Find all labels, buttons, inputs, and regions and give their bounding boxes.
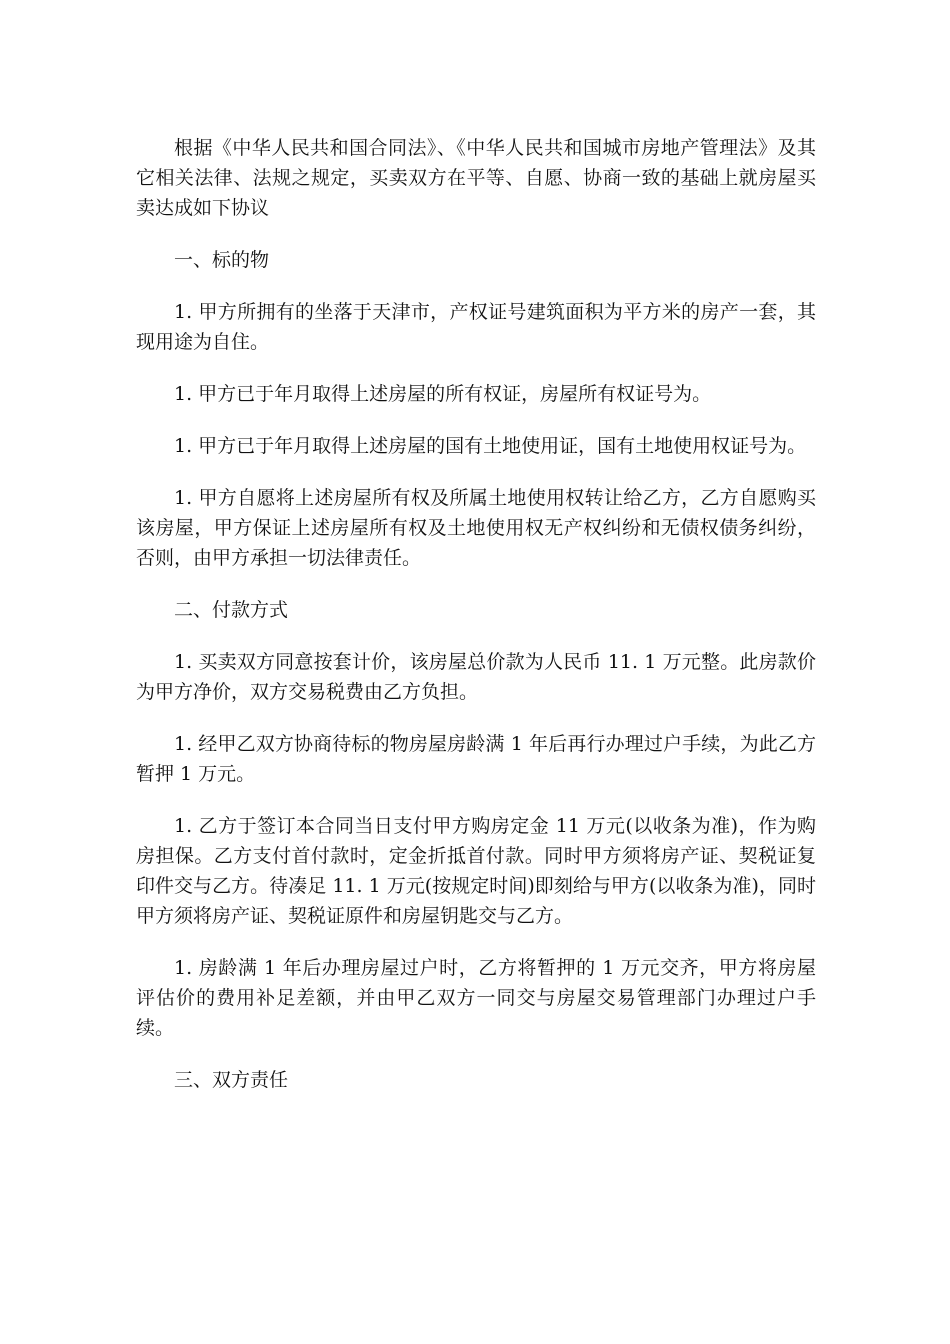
clause-paragraph: 1. 甲方所拥有的坐落于天津市，产权证号建筑面积为平方米的房产一套，其现用途为自住。 bbox=[136, 301, 816, 353]
clause-paragraph: 1. 买卖双方同意按套计价，该房屋总价款为人民币 11. 1 万元整。此房款价为甲方净价，双方交易税费由乙方负担。 bbox=[136, 651, 816, 703]
clause-paragraph: 1. 经甲乙双方协商待标的物房屋房龄满 1 年后再行办理过户手续，为此乙方暂押 1 万元。 bbox=[136, 733, 816, 785]
clause-paragraph: 1. 甲方已于年月取得上述房屋的所有权证，房屋所有权证号为。 bbox=[174, 383, 712, 405]
section-heading-responsibilities: 三、双方责任 bbox=[174, 1069, 289, 1091]
clause-paragraph: 1. 乙方于签订本合同当日支付甲方购房定金 11 万元(以收条为准)，作为购房担保。乙方支付首付款时，定金折抵首付款。同时甲方须将房产证、契税证复印件交与乙方。待凑足 11. 1 万元(按规定时间)即刻给与甲方(以收条为准)，同时甲方须将房产证、契税证原件和房屋钥匙交与乙方。 bbox=[136, 815, 816, 927]
section-heading-payment: 二、付款方式 bbox=[174, 599, 289, 621]
document-page bbox=[136, 133, 816, 1117]
clause-paragraph: 1. 甲方自愿将上述房屋所有权及所属土地使用权转让给乙方，乙方自愿购买该房屋，甲方保证上述房屋所有权及土地使用权无产权纠纷和无债权债务纠纷，否则，由甲方承担一切法律责任。 bbox=[136, 487, 816, 569]
section-heading-subject: 一、标的物 bbox=[174, 249, 270, 271]
clause-paragraph: 1. 甲方已于年月取得上述房屋的国有土地使用证，国有土地使用权证号为。 bbox=[174, 435, 807, 457]
intro-paragraph: 根据《中华人民共和国合同法》、《中华人民共和国城市房地产管理法》及其它相关法律、法规之规定，买卖双方在平等、自愿、协商一致的基础上就房屋买卖达成如下协议 bbox=[136, 137, 816, 219]
clause-paragraph: 1. 房龄满 1 年后办理房屋过户时，乙方将暂押的 1 万元交齐，甲方将房屋评估价的费用补足差额，并由甲乙双方一同交与房屋交易管理部门办理过户手续。 bbox=[136, 957, 816, 1039]
